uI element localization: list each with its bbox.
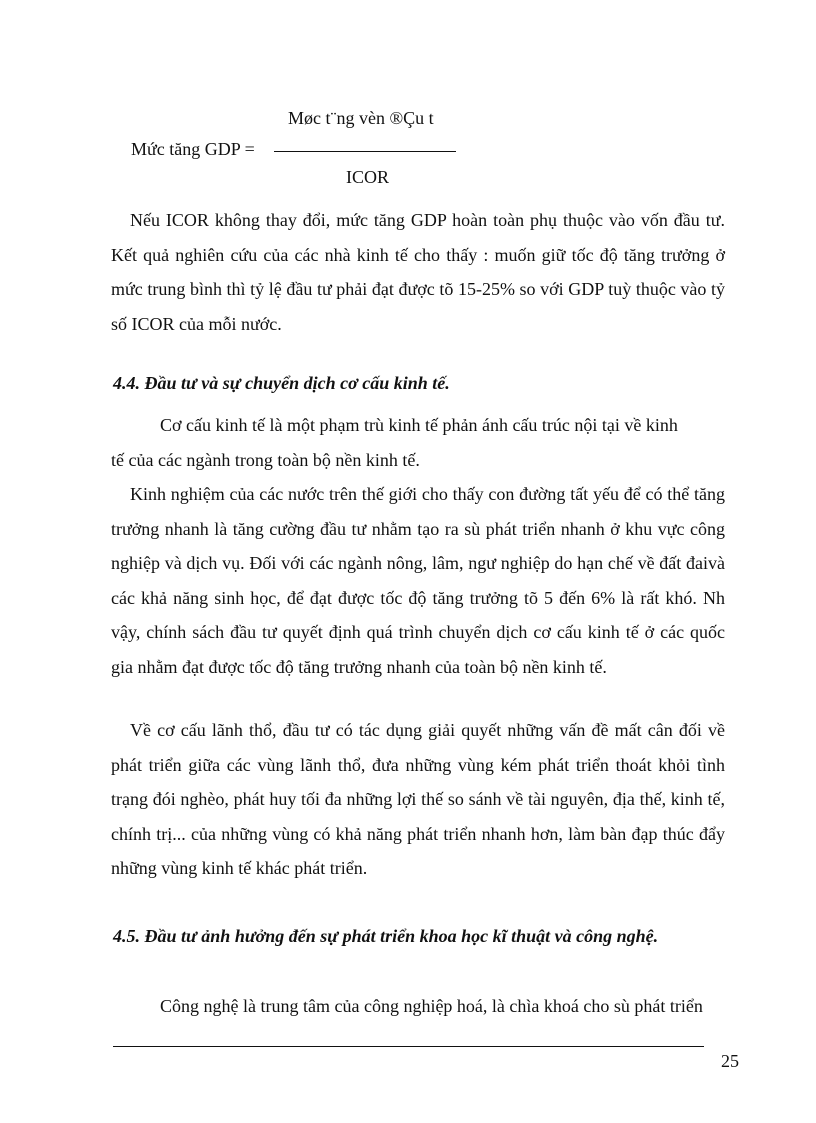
footer-rule (113, 1046, 704, 1047)
page-number: 25 (721, 1051, 739, 1071)
paragraph-technology: Công nghệ là trung tâm của công nghiệp hoá, là chìa khoá cho sù phát triển (160, 996, 703, 1016)
paragraph-structure-line2: tế của các ngành trong toàn bộ nền kinh tế. (111, 450, 420, 470)
section-heading-4-5: 4.5. Đầu tư ảnh hưởng đến sự phát triển khoa học kĩ thuật và công nghệ. (113, 926, 659, 946)
formula-denominator: ICOR (346, 167, 390, 187)
paragraph-territory: Về cơ cấu lãnh thổ, đầu tư có tác dụng giải quyết những vấn đề mất cân đối về phát triển giữa các vùng lãnh thổ, đưa những vùng kém phát triển thoát khỏi tình trạng đói nghèo, phát huy tối đa những lợi thế so sánh về tài nguyên, địa thế, kinh tế, chính trị... của những vùng có khả năng phát triển nhanh hơn, làm bàn đạp thúc đẩy những vùng kinh tế khác phát triển. (111, 720, 725, 879)
section-heading-4-4: 4.4. Đầu tư và sự chuyển dịch cơ cấu kinh tế. (113, 373, 450, 393)
gdp-growth-formula (0, 0, 816, 200)
paragraph-structure-line1: Cơ cấu kinh tế là một phạm trù kinh tế phản ánh cấu trúc nội tại về kinh (160, 415, 678, 435)
formula-numerator: Møc t¨ng vèn ®Çu t (288, 108, 434, 128)
paragraph-icor: Nếu ICOR không thay đổi, mức tăng GDP hoàn toàn phụ thuộc vào vốn đầu tư. Kết quả nghiên cứu của các nhà kinh tế cho thấy : muốn giữ tốc độ tăng trưởng ở mức trung bình thì tỷ lệ đầu tư phải đạt được tõ 15-25% so với GDP tuỳ thuộc vào tỷ số ICOR của mỗi nước. (111, 210, 725, 334)
paragraph-experience: Kinh nghiệm của các nước trên thế giới cho thấy con đường tất yếu để có thể tăng trưởng nhanh là tăng cường đầu tư nhằm tạo ra sù phát triển nhanh ở khu vực công nghiệp và dịch vụ. Đối với các ngành nông, lâm, ngư nghiệp do hạn chế về đất đaivà các khả năng sinh học, để đạt được tốc độ tăng trưởng tõ 5 đến 6% là rất khó. Nh vậy, chính sách đầu tư quyết định quá trình chuyển dịch cơ cấu kinh tế ở các quốc gia nhằm đạt được tốc độ tăng trưởng nhanh của toàn bộ nền kinh tế. (111, 484, 725, 677)
fraction-bar (274, 151, 456, 152)
formula-lhs: Mức tăng GDP = (131, 139, 255, 159)
